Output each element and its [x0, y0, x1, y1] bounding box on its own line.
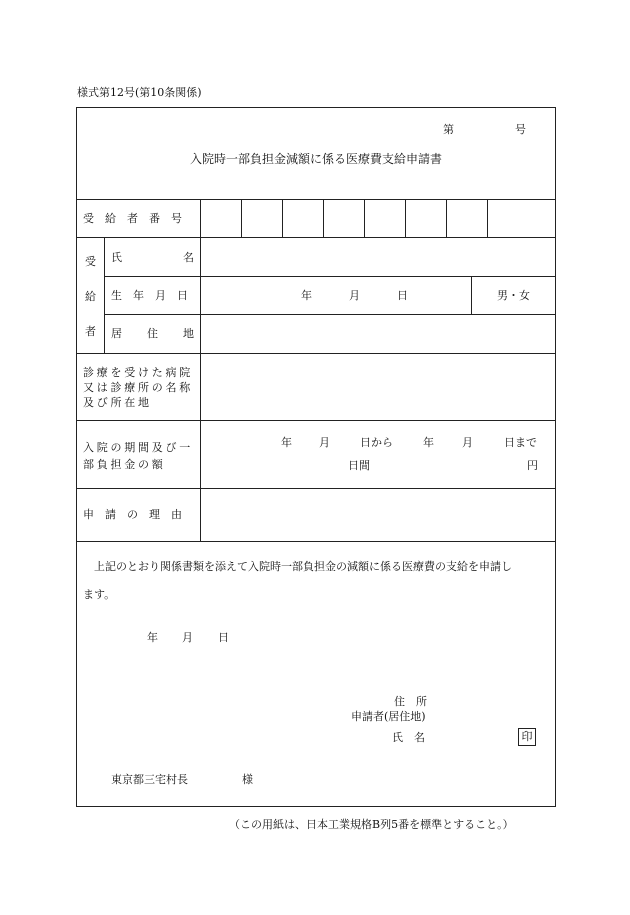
birth-day: 日	[397, 289, 408, 302]
hospital-label-line: 又は診療所の名称	[83, 381, 193, 394]
recipient-group-label-3: 者	[85, 325, 96, 338]
period-label-line: 部負担金の額	[83, 458, 166, 471]
period-month-from: 月	[319, 436, 330, 449]
reason-field[interactable]	[201, 489, 556, 541]
name-field[interactable]	[201, 238, 556, 276]
column-divider	[104, 237, 105, 353]
footnote: （この用紙は、日本工業規格B列5番を標準とすること。）	[229, 818, 514, 831]
period-yen: 円	[527, 459, 538, 472]
address-label-2: 住	[147, 327, 158, 340]
period-day-to: 日まで	[504, 436, 537, 449]
column-divider	[471, 276, 472, 314]
applicant-label: 申請者(居住地)	[351, 710, 426, 723]
addressee: 東京都三宅村長	[111, 773, 188, 786]
recipient-number-label: 受 給 者 番 号	[83, 212, 182, 225]
sex-selector[interactable]: 男・女	[497, 289, 530, 302]
recipient-group-label-2: 給	[85, 290, 96, 303]
period-year-from: 年	[281, 436, 292, 449]
birth-month: 月	[349, 289, 360, 302]
honorific: 様	[242, 773, 253, 786]
address-field[interactable]	[201, 315, 556, 353]
recipient-group-label-1: 受	[85, 255, 96, 268]
divider	[76, 420, 556, 421]
page-title: 入院時一部負担金減額に係る医療費支給申請書	[190, 152, 443, 166]
applicant-name-label: 氏 名	[392, 731, 425, 744]
form-code: 様式第12号(第10条関係)	[77, 86, 202, 99]
period-days: 日間	[348, 459, 370, 472]
date-day: 日	[218, 631, 229, 644]
hospital-label	[83, 365, 193, 410]
address-label-1: 居	[111, 327, 122, 340]
number-dai: 第	[443, 123, 454, 136]
birth-year: 年	[301, 289, 312, 302]
period-label	[83, 439, 193, 473]
divider	[76, 541, 556, 542]
number-box-divider	[487, 199, 488, 237]
period-label-line: 入院の期間及び一	[83, 441, 193, 454]
applicant-address-label: 住 所	[394, 695, 427, 708]
hospital-label-line: 診療を受けた病院	[83, 366, 193, 379]
reason-label: 申 請 の 理 由	[83, 508, 182, 521]
period-day-from: 日から	[360, 436, 393, 449]
statement-line-1: 上記のとおり関係書類を添えて入院時一部負担金の減額に係る医療費の支給を申請し	[94, 560, 512, 573]
recipient-number-field[interactable]	[201, 200, 487, 237]
number-go: 号	[515, 123, 526, 136]
seal-mark: 印	[518, 728, 536, 746]
date-month: 月	[182, 631, 193, 644]
period-month-to: 月	[462, 436, 473, 449]
name-label-mei: 名	[183, 251, 194, 264]
address-label-3: 地	[183, 327, 194, 340]
hospital-label-line: 及び所在地	[83, 396, 152, 409]
hospital-field[interactable]	[201, 354, 556, 420]
name-label-shi: 氏	[111, 251, 122, 264]
birthdate-label: 生 年 月 日	[111, 289, 188, 302]
date-year: 年	[147, 631, 158, 644]
period-year-to: 年	[423, 436, 434, 449]
statement-line-2: ます。	[83, 588, 116, 601]
divider	[104, 276, 556, 277]
